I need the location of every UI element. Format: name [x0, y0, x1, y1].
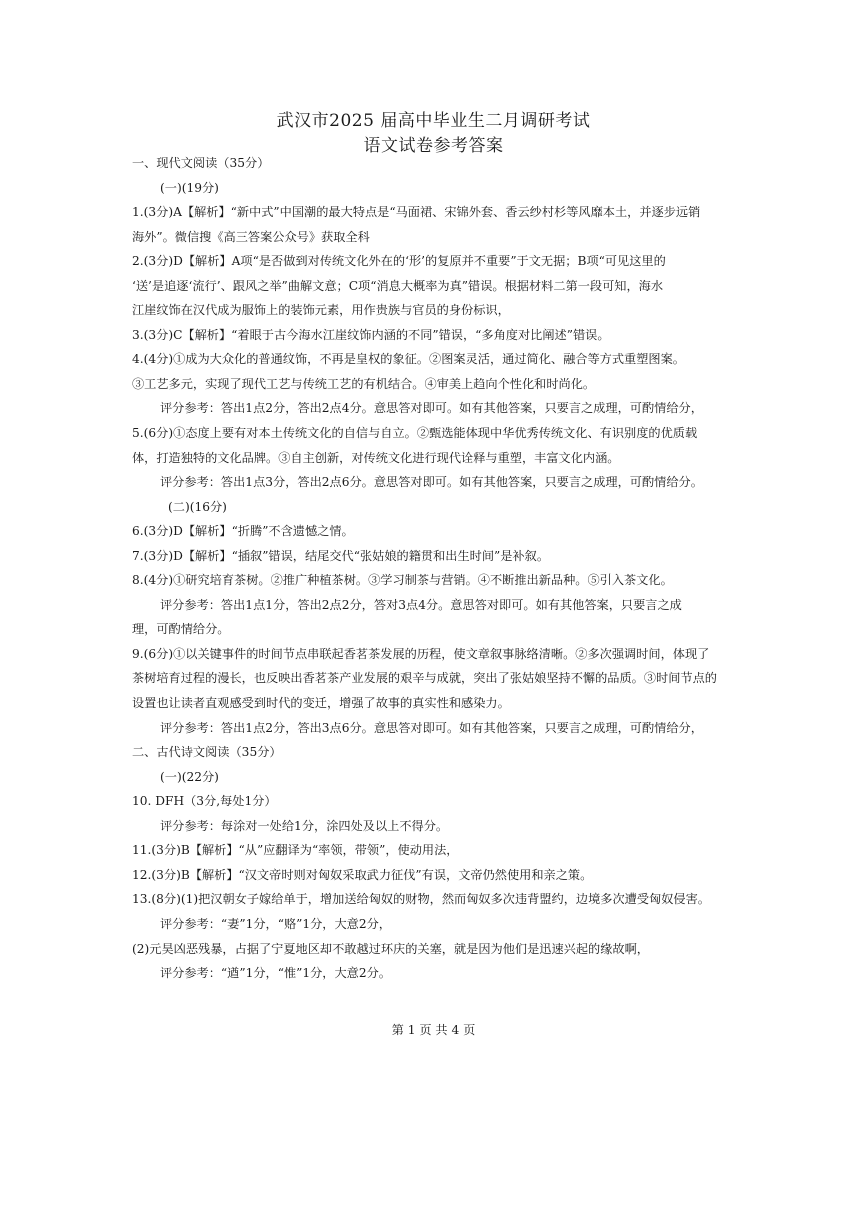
answer-line: 9.(6分)①以关键事件的时间节点串联起香茗茶发展的历程，使文章叙事脉络清晰。②多次强调时间，体现了 [132, 646, 710, 661]
section-heading-classical-reading: 二、古代诗文阅读（35分） [132, 745, 282, 760]
subsection-heading-1: (一)(22分) [160, 769, 219, 784]
answer-line: 体，打造独特的文化品牌。③自主创新，对传统文化进行现代诠释与重塑，丰富文化内涵。 [132, 450, 620, 465]
answer-line: 设置也让读者直观感受到时代的变迁，增强了故事的真实性和感染力。 [132, 696, 510, 711]
answer-line: 13.(8分)(1)把汉朝女子嫁给单于，增加送给匈奴的财物，然而匈奴多次违背盟约，边境多次遭受匈奴侵害。 [132, 892, 710, 907]
scoring-note: 评分参考：答出1点3分，答出2点6分。意思答对即可。如有其他答案，只要言之成理，可酌情给分。 [160, 475, 703, 490]
scoring-note: 评分参考：“妻”1分，“赂”1分，大意2分， [160, 916, 391, 931]
answer-line: 8.(4分)①研究培育茶树。②推广种植茶树。③学习制茶与营销。④不断推出新品种。⑤引入茶文化。 [132, 573, 673, 588]
answer-line: 12.(3分)B【解析】“汉文帝时则对匈奴采取武力征伐”有误，文帝仍然使用和亲之策。 [132, 867, 593, 882]
answer-line: 7.(3分)D【解析】“插叙”错误，结尾交代“张姑娘的籍贯和出生时间”是补叙。 [132, 548, 550, 563]
subsection-heading-1: (一)(19分) [160, 180, 219, 195]
answer-line: 10. DFH（3分,每处1分） [132, 794, 277, 809]
answer-line: 江崖纹饰在汉代成为服饰上的装饰元素，用作贵族与官员的身份标识， [132, 303, 510, 318]
answer-body [132, 151, 742, 986]
answer-line: 茶树培育过程的漫长，也反映出香茗茶产业发展的艰辛与成就，突出了张姑娘坚持不懈的品质。③时间节点的 [132, 671, 717, 686]
answer-line: ‘送’是追逐‘流行’、跟风之举”曲解文意；C项“消息大概率为真”错误。根据材料二第一段可知，海水 [132, 278, 664, 293]
answer-line: 11.(3分)B【解析】“从”应翻译为“率领，带领”，使动用法， [132, 843, 459, 858]
subsection-heading-2: (二)(16分) [168, 499, 227, 514]
answer-line: 2.(3分)D【解析】A项“是否做到对传统文化外在的‘形’的复原并不重要”于文无据；B项“可见这里的 [132, 254, 666, 269]
scoring-note: 评分参考：答出1点2分，答出2点4分。意思答对即可。如有其他答案，只要言之成理，可酌情给分， [160, 401, 703, 416]
answer-line: ③工艺多元，实现了现代工艺与传统工艺的有机结合。④审美上趋向个性化和时尚化。 [132, 376, 596, 391]
page-number: 第 1 页 共 4 页 [391, 1023, 476, 1037]
answer-line: 理，可酌情给分。 [132, 622, 230, 637]
scoring-note: 评分参考：答出1点2分，答出3点6分。意思答对即可。如有其他答案，只要言之成理，可酌情给分， [160, 720, 703, 735]
answer-line: 3.(3分)C【解析】“着眼于古今海水江崖纹饰内涵的不同”错误，“多角度对比阐述”错误。 [132, 327, 610, 342]
scoring-note: 评分参考：每涂对一处给1分，涂四处及以上不得分。 [160, 818, 449, 833]
answer-line: (2)元昊凶恶残暴，占据了宁夏地区却不敢越过环庆的关塞，就是因为他们是迅速兴起的缘故啊， [132, 941, 649, 956]
answer-line: 海外”。微信搜《高三答案公众号》获取全科 [132, 229, 370, 244]
scoring-note: 评分参考：“遒”1分，“惟”1分，大意2分。 [160, 966, 391, 981]
scoring-note: 评分参考：答出1点1分，答出2点2分，答对3点4分。意思答对即可。如有其他答案，只要言之成 [160, 597, 682, 612]
answer-line: 5.(6分)①态度上要有对本土传统文化的自信与自立。②甄选能体现中华优秀传统文化、有识别度的优质载 [132, 426, 698, 441]
answer-line: 6.(3分)D【解析】“折腾”不含遗憾之情。 [132, 524, 354, 539]
exam-subtitle: 语文试卷参考答案 [363, 136, 504, 156]
section-heading-modern-reading: 一、现代文阅读（35分） [132, 156, 270, 170]
exam-title: 武汉市2025 届高中毕业生二月调研考试 [276, 111, 591, 131]
answer-line: 4.(4分)①成为大众化的普通纹饰，不再是皇权的象征。②图案灵活，通过简化、融合等方式重塑图案。 [132, 352, 685, 367]
answer-line: 1.(3分)A【解析】“新中式”中国潮的最大特点是“马面裙、宋锦外套、香云纱村杉等风靡本土，并逐步远销 [132, 205, 701, 220]
